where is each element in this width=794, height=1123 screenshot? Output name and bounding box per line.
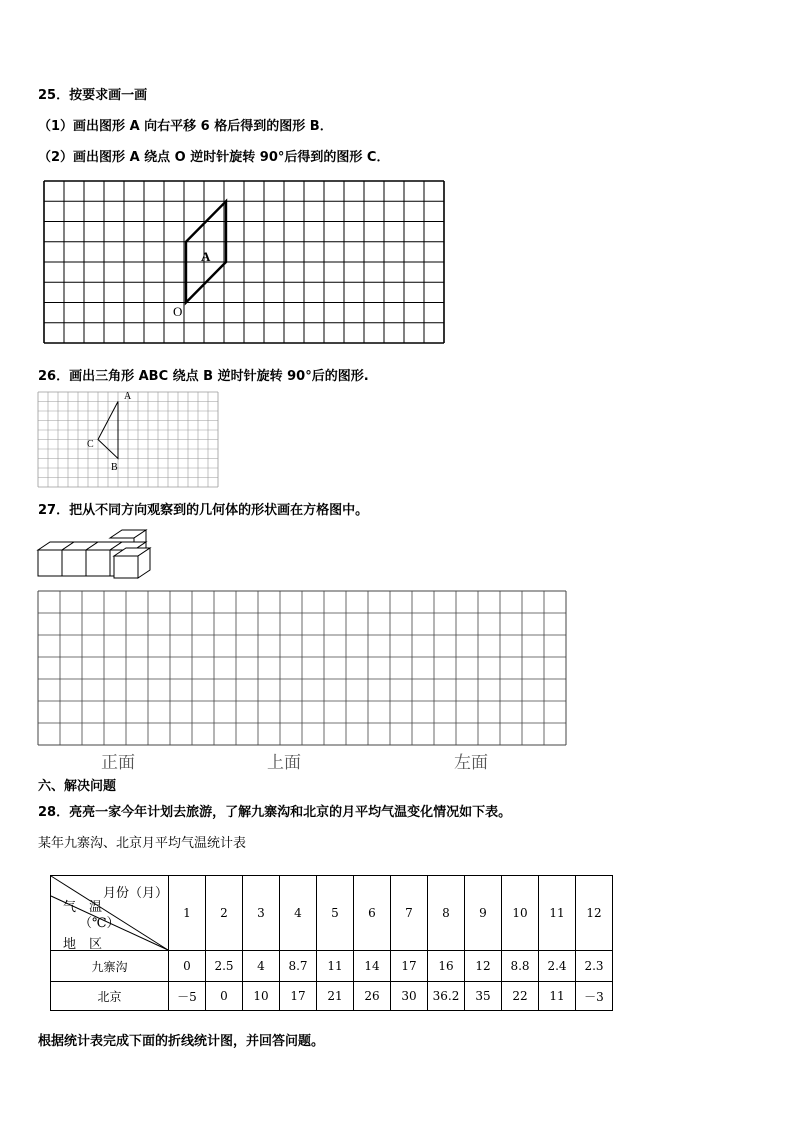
temp-cell: 2.3 xyxy=(576,951,613,982)
q28-title: 28．亮亮一家今年计划去旅游，了解九寨沟和北京的月平均气温变化情况如下表。 xyxy=(38,805,512,820)
month-cell: 3 xyxy=(243,876,280,951)
q27-view-front: 正面 xyxy=(101,753,135,773)
q26-label-b: B xyxy=(111,462,118,473)
temp-cell: 2.5 xyxy=(206,951,243,982)
q27-solid-figure xyxy=(36,526,156,580)
month-cell: 9 xyxy=(465,876,502,951)
q26-grid[interactable] xyxy=(38,392,218,488)
month-cell: 6 xyxy=(354,876,391,951)
temp-cell: 0 xyxy=(169,951,206,982)
q27-view-left: 左面 xyxy=(454,753,488,773)
q26-label-a: A xyxy=(124,391,132,402)
temp-cell: 30 xyxy=(391,982,428,1011)
region-name-cell: 九寨沟 xyxy=(51,951,169,982)
temp-cell: 16 xyxy=(428,951,465,982)
temp-cell: 0 xyxy=(206,982,243,1011)
temp-cell: 14 xyxy=(354,951,391,982)
temp-cell: 2.4 xyxy=(539,951,576,982)
temp-cell: －3 xyxy=(576,982,613,1011)
table-header-row xyxy=(51,876,613,951)
region-name-cell: 北京 xyxy=(51,982,169,1011)
temp-cell: 36.2 xyxy=(428,982,465,1011)
header-month-label: 月份（月） xyxy=(103,886,169,901)
q27-view-top: 上面 xyxy=(267,753,301,773)
q28-table-caption: 某年九寨沟、北京月平均气温统计表 xyxy=(38,836,247,851)
header-unit-label: （℃） xyxy=(79,916,120,931)
temp-cell: 35 xyxy=(465,982,502,1011)
section6-title: 六、解决问题 xyxy=(38,779,117,794)
month-cell: 5 xyxy=(317,876,354,951)
q25-part1: （1）画出图形 A 向右平移 6 格后得到的图形 B． xyxy=(38,119,333,134)
temp-cell: 8.7 xyxy=(280,951,317,982)
q25-part2: （2）画出图形 A 绕点 O 逆时针旋转 90°后得到的图形 C． xyxy=(38,150,390,165)
header-region-label: 地 区 xyxy=(63,937,103,952)
month-cell: 2 xyxy=(206,876,243,951)
temp-cell: 11 xyxy=(539,982,576,1011)
table-row-beijing xyxy=(51,982,613,1011)
temp-cell: 4 xyxy=(243,951,280,982)
month-cell: 11 xyxy=(539,876,576,951)
q26-title: 26．画出三角形 ABC 绕点 B 逆时针旋转 90°后的图形. xyxy=(38,369,369,384)
header-temp-label: 气 温 xyxy=(63,900,103,915)
q25-label-o: O xyxy=(173,304,183,319)
table-row-jiuzhaigou xyxy=(51,951,613,982)
month-cell: 8 xyxy=(428,876,465,951)
month-cell: 7 xyxy=(391,876,428,951)
temp-cell: 12 xyxy=(465,951,502,982)
q25-grid[interactable] xyxy=(44,181,444,345)
temp-cell: 17 xyxy=(280,982,317,1011)
temp-cell: 8.8 xyxy=(502,951,539,982)
q28-instruction: 根据统计表完成下面的折线统计图，并回答问题。 xyxy=(38,1034,325,1049)
month-cell: 1 xyxy=(169,876,206,951)
temp-cell: 21 xyxy=(317,982,354,1011)
q27-title: 27．把从不同方向观察到的几何体的形状画在方格图中。 xyxy=(38,503,369,518)
month-cell: 12 xyxy=(576,876,613,951)
q27-grid[interactable] xyxy=(38,591,568,746)
month-cell: 4 xyxy=(280,876,317,951)
q25-title: 25．按要求画一画 xyxy=(38,88,148,103)
q26-label-c: C xyxy=(87,439,94,450)
table-diagonal-header xyxy=(51,876,169,951)
month-cell: 10 xyxy=(502,876,539,951)
temp-cell: 22 xyxy=(502,982,539,1011)
temp-cell: 11 xyxy=(317,951,354,982)
temp-cell: 10 xyxy=(243,982,280,1011)
temp-cell: －5 xyxy=(169,982,206,1011)
temp-cell: 26 xyxy=(354,982,391,1011)
temperature-table xyxy=(50,875,613,1011)
temp-cell: 17 xyxy=(391,951,428,982)
q25-label-a: A xyxy=(201,249,211,264)
